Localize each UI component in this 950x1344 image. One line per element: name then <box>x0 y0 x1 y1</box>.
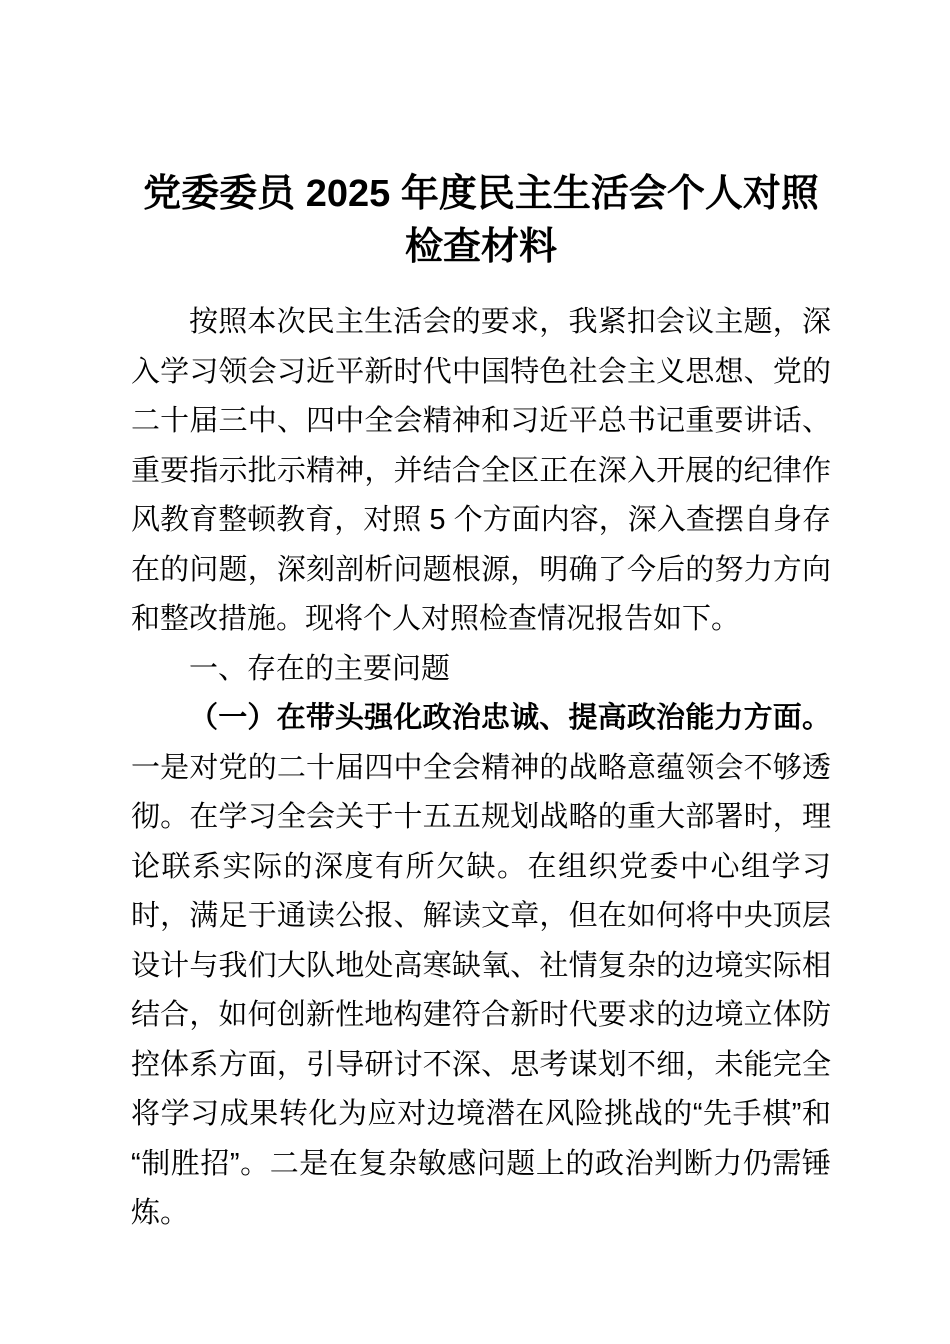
paragraph-intro: 按照本次民主生活会的要求，我紧扣会议主题，深入学习领会习近平新时代中国特色社会主义思想、党的二十届三中、四中全会精神和习近平总书记重要讲话、重要指示批示精神，并结合全区正在深入开展的纪律作风教育整顿教育，对照 5 个方面内容，深入查摆自身存在的问题，深刻剖析问题根源，明确了今后的努力方向和整改措施。现将个人对照检查情况报告如下。 <box>131 306 831 635</box>
subsection-heading-one <box>131 694 831 1239</box>
subsection-heading-one-label: （一）在带头强化政治忠诚、提高政治能力方面。 <box>189 702 831 734</box>
section-heading-one: 一、存在的主要问题 <box>189 652 451 685</box>
document-body <box>131 168 831 1239</box>
page-title: 党委委员 2025 年度民主生活会个人对照检查材料 <box>143 173 819 268</box>
subsection-heading-one-body: 一是对党的二十届四中全会精神的战略意蕴领会不够透彻。在学习全会关于十五五规划战略的重大部署时，理论联系实际的深度有所欠缺。在组织党委中心组学习时，满足于通读公报、解读文章，但在如何将中央顶层设计与我们大队地处高寒缺氧、社情复杂的边境实际相结合，如何创新性地构建符合新时代要求的边境立体防控体系方面，引导研讨不深、思考谋划不细，未能完全将学习成果转化为应对边境潜在风险挑战的“先手棋”和“制胜招”。二是在复杂敏感问题上的政治判断力仍需锤炼。 <box>131 751 831 1229</box>
